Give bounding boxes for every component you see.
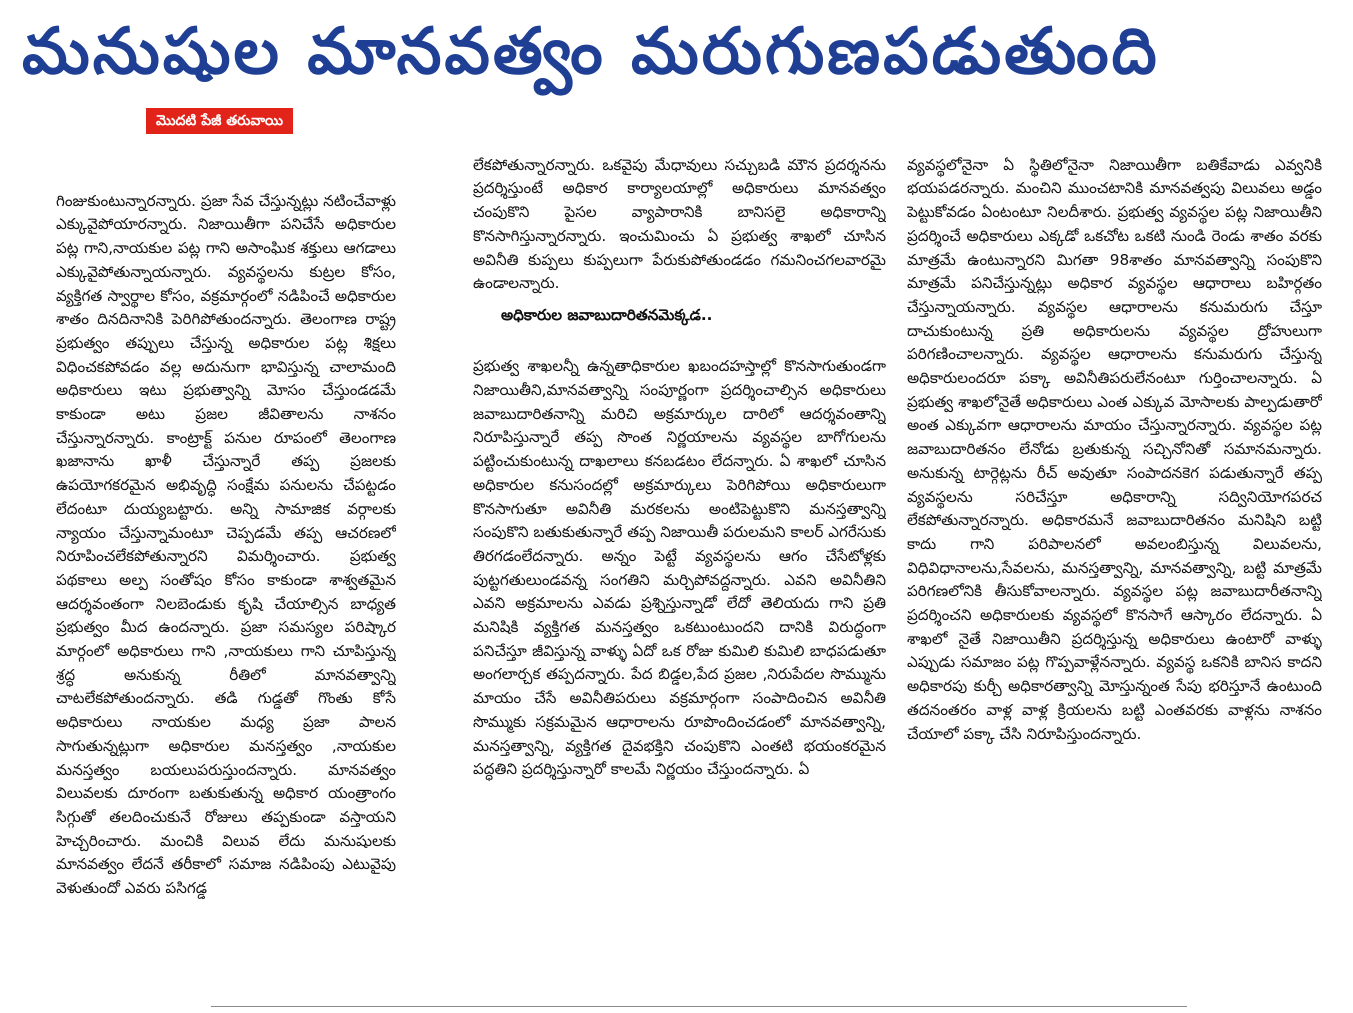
article-column-3 [907, 130, 1322, 990]
column-2-text-part-2: ప్రభుత్వ శాఖలన్నీ ఉన్నతాధికారుల ఖబందహస్తాల్లో కొనసాగుతుండగా నిజాయితీని,మానవత్వాన్ని సంపూర్ణంగా ప్రదర్శించాల్సిన అధికారులు జవాబుదారితనాన్ని మరిచి అక్రమార్కుల దారిలో ఆదర్శవంతాన్ని నిరూపిస్తున్నారే తప్ప సొంత నిర్ణయాలను వ్యవస్థల బాగోగులను పట్టించుకుంటున్న దాఖలాలు కనబడటం లేదన్నారు. ఏ శాఖలో చూసిన అధికారుల కనుసందల్లో అక్రమార్కులు పెరిగిపోయి అధికారులుగా కొనసాగుతూ అవినీతి మరకలను అంటిపెట్టుకొని మనస్తత్వాన్ని సంపుకొని బతుకుతున్నారే తప్ప నిజాయితీ పరులమని కాలర్ ఎగరేసుకు తిరగడంలేదన్నారు. అన్నం పెట్టే వ్యవస్థలను ఆగం చేసేటోళ్లకు పుట్టగతులుండవన్న సంగతిని మర్చిపోవద్దన్నారు. ఎవని అవినీతిని ఎవని అక్రమాలను ఎవడు ప్రశ్నిస్తున్నాడో లేదో తెలియదు గాని ప్రతి మనిషికి వ్యక్తిగత మనస్తత్వం ఒకటుంటుందని దానికి విరుద్ధంగా పనిచేస్తూ జీవిస్తున్న వాళ్ళు ఏదో ఒక రోజు కుమిలి కుమిలి బాధపడుతూ అంగలార్చక తప్పదన్నారు. పేద బిడ్డల,పేద ప్రజల ,నిరుపేదల సొమ్మును మాయం చేసే అవినీతిపరులు వక్రమార్గంగా సంపాదించిన అవినీతి సొమ్ముకు సక్రమమైన ఆధారాలను రూపొందించడంలో మానవత్వాన్ని, మనస్తత్వాన్ని, వ్యక్తిగత దైవభక్తిని చంపుకొని ఎంతటి భయంకరమైన పద్ధతిని ప్రదర్శిస్తున్నారో కాలమే నిర్ణయం చేస్తుందన్నారు. ఏ [473, 357, 886, 779]
article-column-1 [56, 166, 396, 986]
column-2-text-part-1: లేకపోతున్నారన్నారు. ఒకవైపు మేధావులు సచ్చుబడి మౌన ప్రదర్శనను ప్రదర్శిస్తుంటే అధికార కార్యాలయాల్లో అధికారులు మానవత్వం చంపుకొని పైసల వ్యాపారానికి బానిసలై అధికారాన్ని కొనసాగిస్తున్నారన్నారు. ఇంచుమించు ఏ ప్రభుత్వ శాఖలో చూసిన అవినీతి కుప్పలు కుప్పలుగా పేరుకుపోతుండడం గమనించగలవారమై ఉండాలన్నారు. [473, 155, 886, 293]
bottom-rule [211, 1006, 1187, 1007]
column-1-text: గింజుకుంటున్నారన్నారు. ప్రజా సేవ చేస్తున్నట్లు నటించేవాళ్లు ఎక్కువైపోయారన్నారు. నిజాయితీగా పనిచేసే అధికారుల పట్ల గాని,నాయకుల పట్ల గాని అసాంఘిక శక్తులు ఆగడాలు ఎక్కువైపోతున్నాయన్నారు. వ్యవస్థలను కుట్రల కోసం, వ్యక్తిగత స్వార్థాల కోసం, వక్రమార్గంలో నడిపించే అధికారుల శాతం దినదినానికి పెరిగిపోతుందన్నారు. తెలంగాణ రాష్ట్ర ప్రభుత్వం తప్పులు చేస్తున్న అధికారుల పట్ల శిక్షలు విధించకపోవడం వల్ల అదునుగా భావిస్తున్న చాలామంది అధికారులు ఇటు ప్రభుత్వాన్ని మోసం చేస్తుండడమే కాకుండా అటు ప్రజల జీవితాలను నాశనం చేస్తున్నారన్నారు. కాంట్రాక్ట్ పనుల రూపంలో తెలంగాణ ఖజానాను ఖాళీ చేస్తున్నారే తప్ప ప్రజలకు ఉపయోగకరమైన అభివృద్ధి సంక్షేమ పనులను చేపట్టడం లేదంటూ దుయ్యబట్టారు. అన్ని సామాజిక వర్గాలకు న్యాయం చేస్తున్నామంటూ చెప్పడమే తప్ప ఆచరణలో నిరూపించలేకపోతున్నారని విమర్శించారు. ప్రభుత్వ పథకాలు అల్ప సంతోషం కోసం కాకుండా శాశ్వతమైన ఆదర్శవంతంగా నిలబెండుకు కృషి చేయాల్సిన బాధ్యత ప్రభుత్వం మీద ఉందన్నారు. ప్రజా సమస్యల పరిష్కార మార్గంలో అధికారులు గాని ,నాయకులు గాని చూపిస్తున్న శ్రద్ధ అనుకున్న రీతిలో మానవత్వాన్ని చాటలేకపోతుందన్నారు. తడి గుడ్డతో గొంతు కోసే అధికారులు నాయకుల మధ్య ప్రజా పాలన సాగుతున్నట్లుగా అధికారుల మనస్తత్వం ,నాయకుల మనస్తత్వం బయలుపరుస్తుందన్నారు. మానవత్వం విలువలకు దూరంగా బతుకుతున్న అధికార యంత్రాంగం సిగ్గుతో తలదించుకునే రోజులు తప్పకుండా వస్తాయని హెచ్చరించారు. మంచికి విలువ లేదు మనుషులకు మానవత్వం లేదనే తరీకాలో సమాజ నడిపింపు ఎటువైపు వెళుతుందో ఎవరు పసిగడ్డ [56, 191, 396, 898]
section-subheading: అధికారుల జవాబుదారితనమెక్కడ.. [501, 305, 713, 324]
article-column-2 [473, 130, 886, 990]
continued-from-front-page-tag: మొదటి పేజీ తరువాయి [146, 108, 293, 134]
article-headline: మనుషుల మానవత్వం మరుగుణపడుతుంది [22, 15, 1160, 89]
column-3-text: వ్యవస్థలోనైనా ఏ స్థితిలోనైనా నిజాయితీగా బతికేవాడు ఎవ్వనికి భయపడరన్నారు. మంచిని ముంచటానికి మానవత్వపు విలువలు అడ్డం పెట్టుకోవడం ఏంటంటూ నిలదీశారు. ప్రభుత్వ వ్యవస్థల పట్ల నిజాయితీని ప్రదర్శించే అధికారులు ఎక్కడో ఒకచోట ఒకటి నుండి రెండు శాతం వరకు మాత్రమే ఉంటున్నారని మిగతా 98శాతం మానవత్వాన్ని సంపుకొని మాత్రమే పనిచేస్తున్నట్లు అధికార వ్యవస్థల ఆధారాలు బహిర్గతం చేస్తున్నాయన్నారు. వ్యవస్థల ఆధారాలను కనుమరుగు చేస్తూ దాచుకుంటున్న ప్రతి అధికారులను వ్యవస్థల ద్రోహులుగా పరిగణించాలన్నారు. వ్యవస్థల ఆధారాలను కనుమరుగు చేస్తున్న అధికారులందరూ పక్కా అవినీతిపరులేనంటూ గుర్తించాలన్నారు. ఏ ప్రభుత్వ శాఖలోనైతే అధికారులు ఎంత ఎక్కువ మోసాలకు పాల్పడుతారో అంత ఎక్కువగా ఆధారాలను మాయం చేస్తున్నారన్నారు. వ్యవస్థల పట్ల జవాబుదారితనం లేనోడు బ్రతుకున్న సచ్చినోనితో సమానమన్నారు. అనుకున్న టార్గెట్లను రీచ్ అవుతూ సంపాదనకెగ పడుతున్నారే తప్ప వ్యవస్థలను సరిచేస్తూ అధికారాన్ని సద్వినియోగపరచ లేకపోతున్నారన్నారు. అధికారమనే జవాబుదారితనం మనిషిని బట్టి కాదు గాని పరిపాలనలో అవలంబిస్తున్న విలువలను, విధివిధానాలను,సేవలను, మనస్తత్వాన్ని, మానవత్వాన్ని, బట్టి మాత్రమే పరిగణలోనికి తీసుకోవాలన్నారు. వ్యవస్థల పట్ల జవాబుదారీతనాన్ని ప్రదర్శించని అధికారులకు వ్యవస్థలో కొనసాగే ఆస్కారం లేదన్నారు. ఏ శాఖలో నైతే నిజాయితీని ప్రదర్శిస్తున్న అధికారులు ఉంటారో వాళ్ళు ఎప్పుడు సమాజం పట్ల గొప్పవాళ్లేనన్నారు. వ్యవస్థ ఒకనికి బానిస కాదని అధికారపు కుర్చీ అధికారత్వాన్ని మోస్తున్నంత సేపు భరిస్తూనే ఉంటుంది తదనంతరం వాళ్ల వాళ్ల క్రియలను బట్టి ఎంతవరకు వాళ్లను నాశనం చేయాలో పక్కా చేసి నిరూపిస్తుందన్నారు. [907, 155, 1322, 743]
